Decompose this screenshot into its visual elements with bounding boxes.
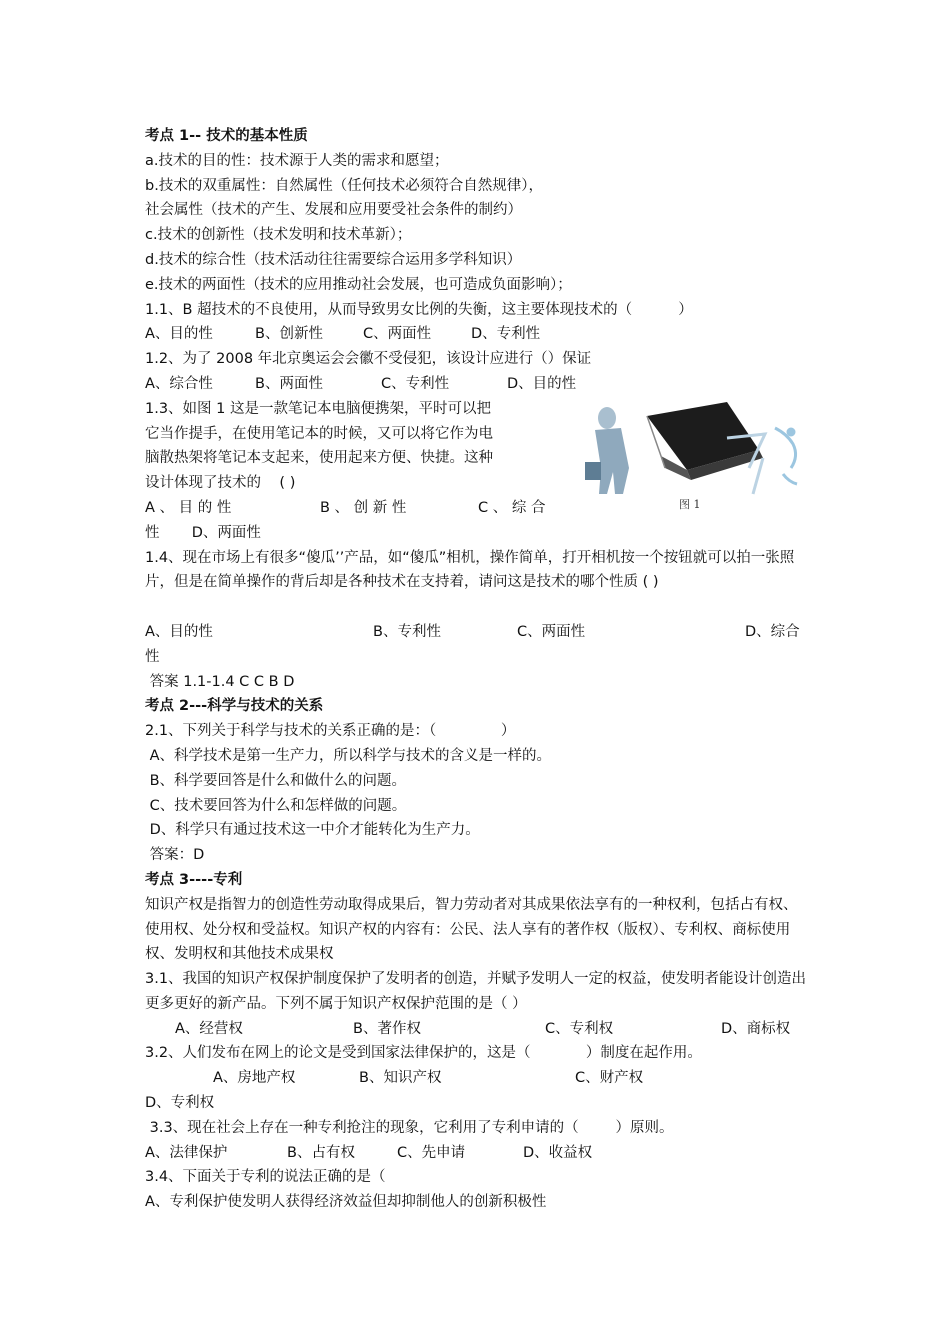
option-c: C 、 综 合 bbox=[478, 499, 546, 516]
question-1-4-options-cont: 性 bbox=[145, 648, 160, 665]
question-1-3-line1: 1.3、如图 1 这是一款笔记本电脑便携架，平时可以把 bbox=[145, 400, 492, 417]
option-b: B、科学要回答是什么和做什么的问题。 bbox=[145, 772, 407, 789]
section-1-title: 考点 1-- 技术的基本性质 bbox=[145, 128, 308, 144]
question-3-2-option-d: D、专利权 bbox=[145, 1095, 215, 1112]
property-d: d.技术的综合性（技术活动往往需要综合运用多学科知识） bbox=[145, 251, 522, 268]
option-c: C、两面性 bbox=[517, 623, 586, 640]
option-a: A 、 目 的 性 bbox=[145, 499, 232, 516]
property-b-line1: b.技术的双重属性：自然属性（任何技术必须符合自然规律）， bbox=[145, 177, 544, 194]
answer-section-1: 答案 1.1-1.4 C C B D bbox=[145, 673, 295, 690]
question-3-3-options bbox=[145, 1141, 810, 1166]
option-c: C、两面性 bbox=[363, 326, 432, 343]
option-b: B、两面性 bbox=[255, 375, 323, 392]
option-b: B、占有权 bbox=[287, 1144, 355, 1161]
option-c: C、财产权 bbox=[575, 1070, 644, 1087]
option-c: C、先申请 bbox=[397, 1144, 466, 1161]
intellectual-property-intro: 知识产权是指智力的创造性劳动取得成果后，智力劳动者对其成果依法享有的一种权利，包括占有权、使用权、处分权和受益权。知识产权的内容有：公民、法人享有的著作权（版权）、专利权、商标使用权、发明权和其他技术成果权 bbox=[145, 896, 798, 963]
document-page bbox=[145, 124, 810, 1215]
question-1-1-options bbox=[145, 322, 810, 347]
question-1-3-line3: 脑散热架将笔记本支起来，使用起来方便、快捷。这种 bbox=[145, 450, 493, 467]
laptop-shape bbox=[647, 402, 763, 480]
property-e: e.技术的两面性（技术的应用推动社会发展，也可造成负面影响）； bbox=[145, 276, 572, 293]
question-1-3-line2: 它当作提手，在使用笔记本的时候，又可以将它作为电 bbox=[145, 425, 493, 442]
property-c: c.技术的创新性（技术发明和技术革新）； bbox=[145, 227, 412, 244]
option-a: A、房地产权 bbox=[213, 1070, 296, 1087]
question-3-1-options bbox=[145, 1017, 810, 1042]
laptop-stand-figure bbox=[577, 398, 809, 520]
laptop-stand-illustration bbox=[577, 398, 809, 498]
question-3-1: 3.1、我国的知识产权保护制度保护了发明者的创造，并赋予发明人一定的权益，使发明者能设计创造出更多更好的新产品。下列不属于知识产权保护范围的是（ ） bbox=[145, 971, 807, 1012]
option-c: C、专利权 bbox=[545, 1020, 614, 1037]
option-b: B、著作权 bbox=[353, 1020, 421, 1037]
option-a: A、法律保护 bbox=[145, 1144, 228, 1161]
question-3-4: 3.4、下面关于专利的说法正确的是（ bbox=[145, 1169, 386, 1186]
option-a: A、科学技术是第一生产力，所以科学与技术的含义是一样的。 bbox=[145, 747, 552, 764]
question-2-1: 2.1、下列关于科学与技术的关系正确的是：（ ） bbox=[145, 723, 516, 740]
question-3-2: 3.2、人们发布在网上的论文是受到国家法律保护的，这是（ ）制度在起作用。 bbox=[145, 1045, 702, 1062]
option-d: D、收益权 bbox=[523, 1144, 593, 1161]
question-1-4-options bbox=[145, 620, 810, 645]
answer-section-2: 答案：D bbox=[145, 847, 205, 864]
question-3-3: 3.3、现在社会上存在一种专利抢注的现象，它利用了专利申请的（ ）原则。 bbox=[145, 1119, 674, 1136]
option-a: A、目的性 bbox=[145, 326, 213, 343]
option-a: A、综合性 bbox=[145, 375, 213, 392]
section-3-title: 考点 3----专利 bbox=[145, 871, 243, 888]
option-d: D、目的性 bbox=[507, 375, 577, 392]
option-d: D、专利性 bbox=[471, 326, 541, 343]
option-c: C、技术要回答为什么和怎样做的问题。 bbox=[145, 797, 407, 814]
question-1-4: 1.4、现在市场上有很多“傻瓜’’产品，如“傻瓜”相机，操作简单，打开相机按一个按钮就可以拍一张照片，但是在简单操作的背后却是各种技术在支持着，请问这是技术的哪个性质 ( ) bbox=[145, 549, 795, 591]
person-silhouette bbox=[585, 407, 629, 494]
option-b: B、创新性 bbox=[255, 326, 323, 343]
question-1-2: 1.2、为了 2008 年北京奥运会会徽不受侵犯，该设计应进行（）保证 bbox=[145, 351, 592, 368]
question-3-4-option-a: A、专利保护使发明人获得经济效益但却抑制他人的创新积极性 bbox=[145, 1194, 547, 1211]
property-a: a.技术的目的性：技术源于人类的需求和愿望； bbox=[145, 152, 449, 169]
option-d: D、科学只有通过技术这一中介才能转化为生产力。 bbox=[145, 822, 480, 839]
option-d: D、商标权 bbox=[721, 1020, 791, 1037]
option-b: B、专利性 bbox=[373, 623, 441, 640]
option-b: B 、 创 新 性 bbox=[320, 499, 407, 516]
section-2-title: 考点 2---科学与技术的关系 bbox=[145, 698, 324, 715]
option-b: B、知识产权 bbox=[359, 1070, 442, 1087]
stand-handle bbox=[775, 428, 797, 484]
question-1-3-line4: 设计体现了技术的 ( ) bbox=[145, 475, 296, 492]
figure-caption: 图 1 bbox=[679, 498, 701, 511]
question-1-1: 1.1、B 超技术的不良使用，从而导致男女比例的失衡，这主要体现技术的（ ） bbox=[145, 301, 693, 318]
option-a: A、目的性 bbox=[145, 623, 213, 640]
option-c: C、专利性 bbox=[381, 375, 450, 392]
property-b-line2: 社会属性（技术的产生、发展和应用要受社会条件的制约） bbox=[145, 202, 522, 219]
question-1-2-options bbox=[145, 372, 810, 397]
question-3-2-options bbox=[145, 1066, 810, 1091]
question-1-3-options-cont: 性 D、两面性 bbox=[145, 524, 261, 541]
option-d: D、综合 bbox=[745, 623, 800, 640]
option-a: A、经营权 bbox=[175, 1020, 243, 1037]
